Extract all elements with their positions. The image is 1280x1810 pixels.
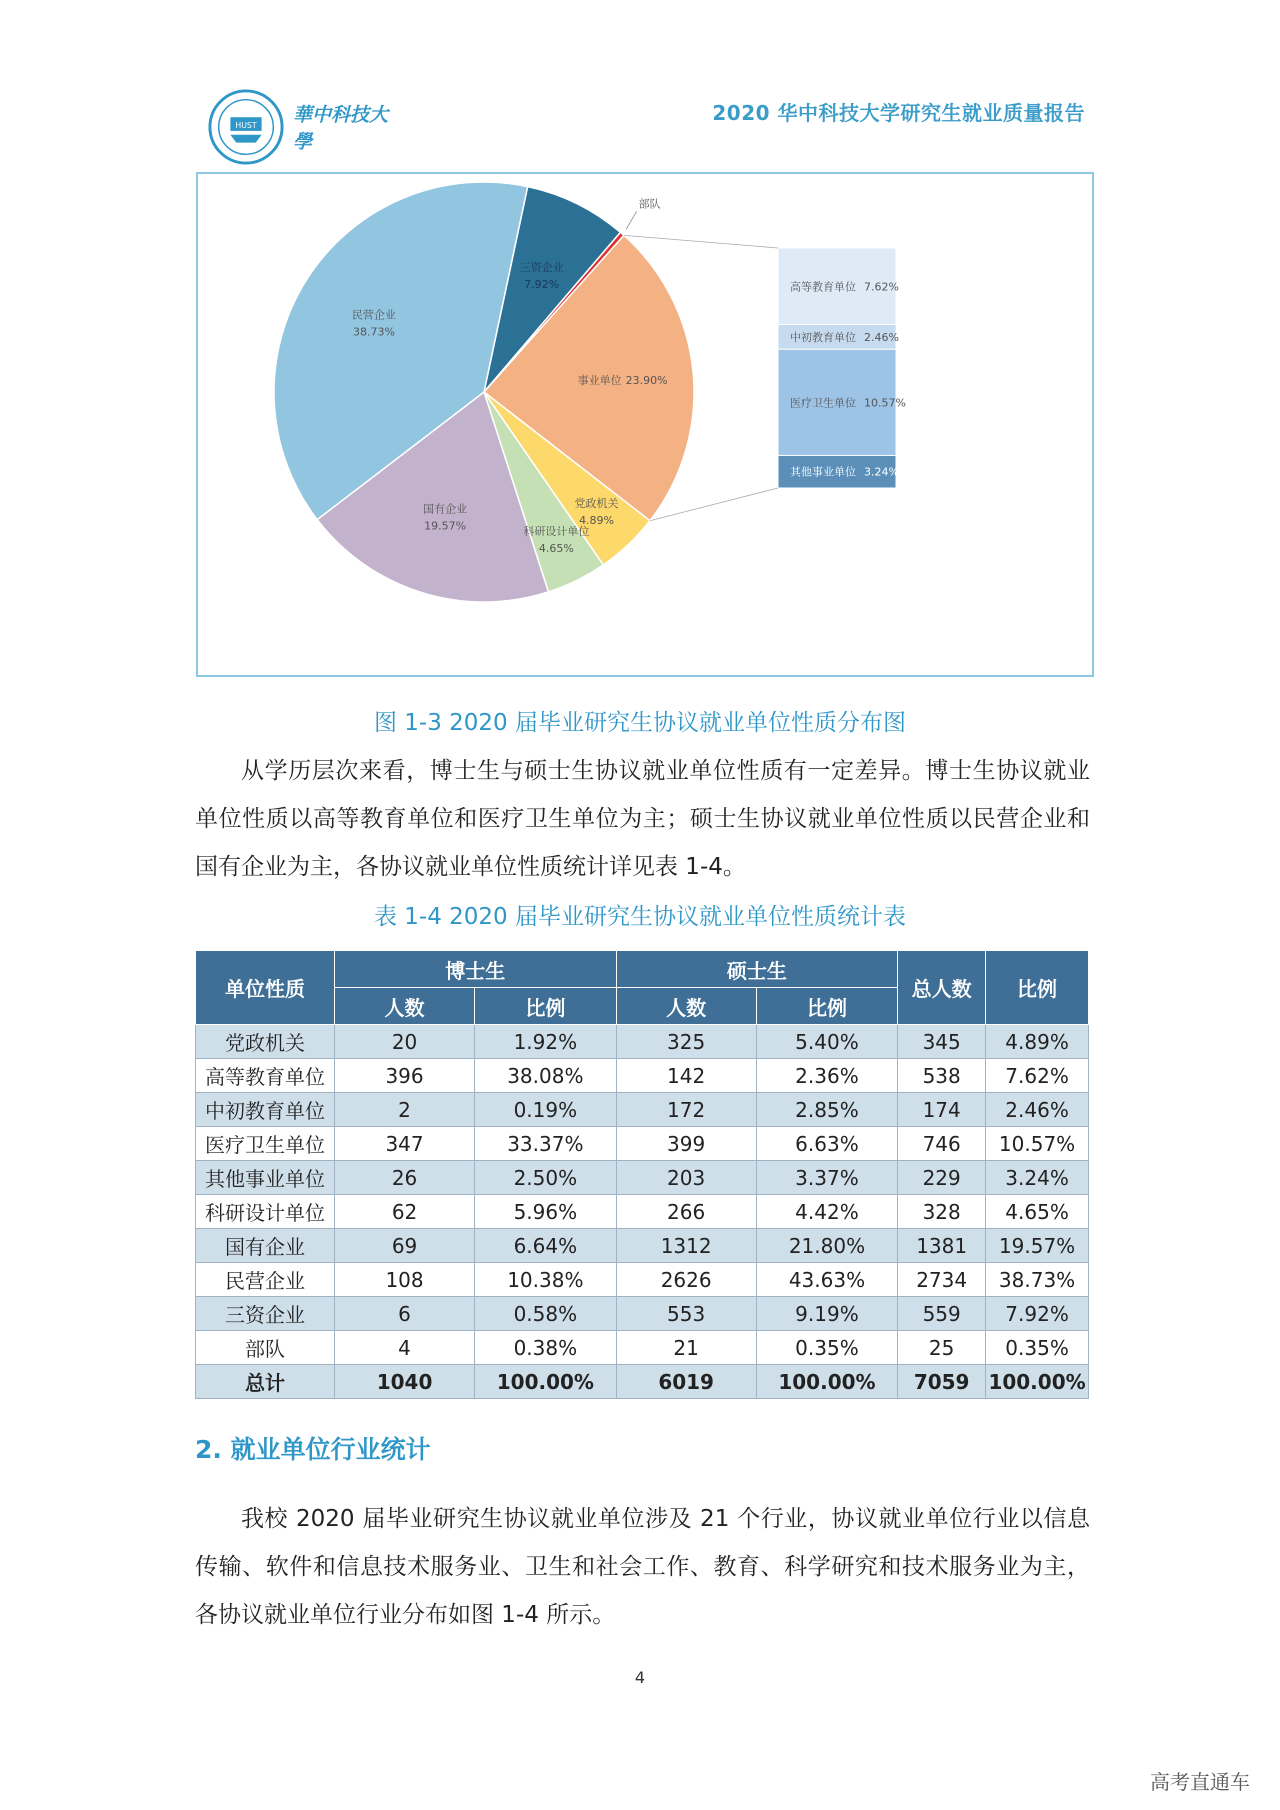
report-title: 2020 华中科技大学研究生就业质量报告 (712, 101, 1085, 125)
table-cell: 其他事业单位 (196, 1161, 335, 1195)
table-cell: 25 (898, 1331, 986, 1365)
table-cell: 6.64% (475, 1229, 617, 1263)
table-cell: 69 (334, 1229, 474, 1263)
header-total-ratio: 比例 (986, 951, 1089, 1025)
table-cell: 108 (334, 1263, 474, 1297)
header-phd-ratio: 比例 (475, 988, 617, 1025)
table-cell: 3.24% (986, 1161, 1089, 1195)
slice-value: 38.73% (352, 325, 395, 339)
table-cell: 38.08% (475, 1059, 617, 1093)
paragraph-intro (195, 747, 1090, 891)
table-cell: 2626 (616, 1263, 756, 1297)
table-cell: 部队 (196, 1331, 335, 1365)
table-cell: 国有企业 (196, 1229, 335, 1263)
paragraph-industry (195, 1495, 1090, 1639)
header-master-count: 人数 (616, 988, 756, 1025)
figure-caption: 图 1-3 2020 届毕业研究生协议就业单位性质分布图 (373, 710, 907, 736)
table-cell: 2 (334, 1093, 474, 1127)
table-cell: 1312 (616, 1229, 756, 1263)
table-cell: 4.89% (986, 1025, 1089, 1059)
table-cell: 33.37% (475, 1127, 617, 1161)
breakdown-label: 高等教育单位 (790, 280, 856, 294)
section-heading: 2. 就业单位行业统计 (195, 1435, 431, 1464)
table-cell: 民营企业 (196, 1263, 335, 1297)
table-total-row (196, 1365, 1089, 1399)
table-cell: 2734 (898, 1263, 986, 1297)
table-cell: 党政机关 (196, 1025, 335, 1059)
table-cell: 4.65% (986, 1195, 1089, 1229)
slice-label: 三资企业 (519, 261, 564, 275)
breakdown-value: 3.24% (864, 465, 899, 479)
table-cell: 5.40% (756, 1025, 898, 1059)
table-cell: 4.42% (756, 1195, 898, 1229)
table-cell: 2.46% (986, 1093, 1089, 1127)
slice-label: 国有企业 (423, 502, 468, 516)
table-cell: 746 (898, 1127, 986, 1161)
breakdown-label: 中初教育单位 (790, 330, 856, 344)
table-cell: 中初教育单位 (196, 1093, 335, 1127)
table-cell: 559 (898, 1297, 986, 1331)
leader-line (626, 211, 637, 229)
table-cell: 1040 (334, 1365, 474, 1399)
watermark: 高考直通车 (1150, 1770, 1250, 1794)
table-cell: 345 (898, 1025, 986, 1059)
table-row (196, 1093, 1089, 1127)
university-name: 華中科技大學 (293, 104, 389, 153)
slice-label: 科研设计单位 (523, 524, 590, 538)
table-cell: 三资企业 (196, 1297, 335, 1331)
table-cell: 396 (334, 1059, 474, 1093)
slice-value: 19.57% (424, 519, 467, 533)
table-cell: 100.00% (986, 1365, 1089, 1399)
table-cell: 10.38% (475, 1263, 617, 1297)
table-cell: 20 (334, 1025, 474, 1059)
slice-value: 4.89% (579, 514, 615, 528)
table-cell: 203 (616, 1161, 756, 1195)
table-cell: 9.19% (756, 1297, 898, 1331)
table-cell: 0.35% (986, 1331, 1089, 1365)
table-cell: 1381 (898, 1229, 986, 1263)
table-cell: 高等教育单位 (196, 1059, 335, 1093)
pie-chart (198, 174, 1092, 675)
table-cell: 6019 (616, 1365, 756, 1399)
svg-text:HUST: HUST (235, 120, 257, 130)
table-cell: 0.35% (756, 1331, 898, 1365)
table-cell: 1.92% (475, 1025, 617, 1059)
table-cell: 100.00% (475, 1365, 617, 1399)
table-row (196, 1025, 1089, 1059)
table-cell: 医疗卫生单位 (196, 1127, 335, 1161)
slice-label: 党政机关 (574, 497, 619, 511)
table-row (196, 1297, 1089, 1331)
table-cell: 142 (616, 1059, 756, 1093)
header-unit: 单位性质 (196, 951, 335, 1025)
table-cell: 325 (616, 1025, 756, 1059)
table-cell: 4 (334, 1331, 474, 1365)
table-cell: 2.50% (475, 1161, 617, 1195)
table-cell: 174 (898, 1093, 986, 1127)
table-cell: 2.36% (756, 1059, 898, 1093)
table-cell: 266 (616, 1195, 756, 1229)
table-cell: 538 (898, 1059, 986, 1093)
slice-value: 7.92% (524, 278, 560, 292)
table-cell: 0.19% (475, 1093, 617, 1127)
breakdown-value: 7.62% (864, 280, 899, 294)
table-cell: 100.00% (756, 1365, 898, 1399)
table-cell: 43.63% (756, 1263, 898, 1297)
table-cell: 6.63% (756, 1127, 898, 1161)
table-cell: 0.38% (475, 1331, 617, 1365)
paragraph-text: 从学历层次来看，博士生与硕士生协议就业单位性质有一定差异。博士生协议就业单位性质以高等教育单位和医疗卫生单位为主；硕士生协议就业单位性质以民营企业和国有企业为主，各协议就业单位性质统计详见表 1-4。 (195, 758, 1090, 880)
table-cell: 0.58% (475, 1297, 617, 1331)
slice-value: 23.90% (625, 374, 668, 388)
table-cell: 26 (334, 1161, 474, 1195)
table-cell: 7.92% (986, 1297, 1089, 1331)
slice-value: 4.65% (538, 541, 574, 555)
table-cell: 328 (898, 1195, 986, 1229)
breakdown-value: 10.57% (864, 396, 906, 410)
breakdown-value: 2.46% (864, 330, 899, 344)
pie-chart-frame (196, 172, 1094, 677)
header-master: 硕士生 (616, 951, 898, 988)
header-phd-count: 人数 (334, 988, 474, 1025)
slice-label: 事业单位 (577, 374, 622, 388)
table-cell: 19.57% (986, 1229, 1089, 1263)
table-cell: 21.80% (756, 1229, 898, 1263)
table-cell: 38.73% (986, 1263, 1089, 1297)
header-master-ratio: 比例 (756, 988, 898, 1025)
breakdown-label: 其他事业单位 (790, 465, 856, 479)
connector-line (624, 235, 778, 248)
table-cell: 10.57% (986, 1127, 1089, 1161)
page-number: 4 (634, 1668, 646, 1687)
page-header (195, 78, 1095, 168)
table-cell: 172 (616, 1093, 756, 1127)
university-seal-icon (207, 88, 285, 166)
breakdown-label: 医疗卫生单位 (790, 396, 856, 410)
table-cell: 3.37% (756, 1161, 898, 1195)
table-cell: 2.85% (756, 1093, 898, 1127)
table-row (196, 1059, 1089, 1093)
table-row (196, 1127, 1089, 1161)
table-row (196, 1161, 1089, 1195)
table-cell: 7.62% (986, 1059, 1089, 1093)
table-cell: 科研设计单位 (196, 1195, 335, 1229)
connector-line (650, 488, 778, 521)
table-cell: 399 (616, 1127, 756, 1161)
table-row (196, 1195, 1089, 1229)
table-cell: 229 (898, 1161, 986, 1195)
unit-nature-table (195, 950, 1089, 1399)
university-logotype (293, 100, 393, 153)
table-cell: 5.96% (475, 1195, 617, 1229)
table-row (196, 1263, 1089, 1297)
table-row (196, 1229, 1089, 1263)
table-cell: 553 (616, 1297, 756, 1331)
header-total: 总人数 (898, 951, 986, 1025)
slice-label: 民营企业 (351, 308, 396, 322)
table-cell: 21 (616, 1331, 756, 1365)
table-cell: 6 (334, 1297, 474, 1331)
paragraph-text: 我校 2020 届毕业研究生协议就业单位涉及 21 个行业，协议就业单位行业以信息传输、软件和信息技术服务业、卫生和社会工作、教育、科学研究和技术服务业为主，各协议就业单位行业分布如图 1-4 所示。 (195, 1506, 1090, 1628)
slice-label: 部队 (638, 197, 661, 211)
table-cell: 7059 (898, 1365, 986, 1399)
table-cell: 62 (334, 1195, 474, 1229)
header-phd: 博士生 (334, 951, 616, 988)
table-row (196, 1331, 1089, 1365)
table-cell: 总计 (196, 1365, 335, 1399)
table-caption: 表 1-4 2020 届毕业研究生协议就业单位性质统计表 (373, 904, 907, 930)
table-cell: 347 (334, 1127, 474, 1161)
